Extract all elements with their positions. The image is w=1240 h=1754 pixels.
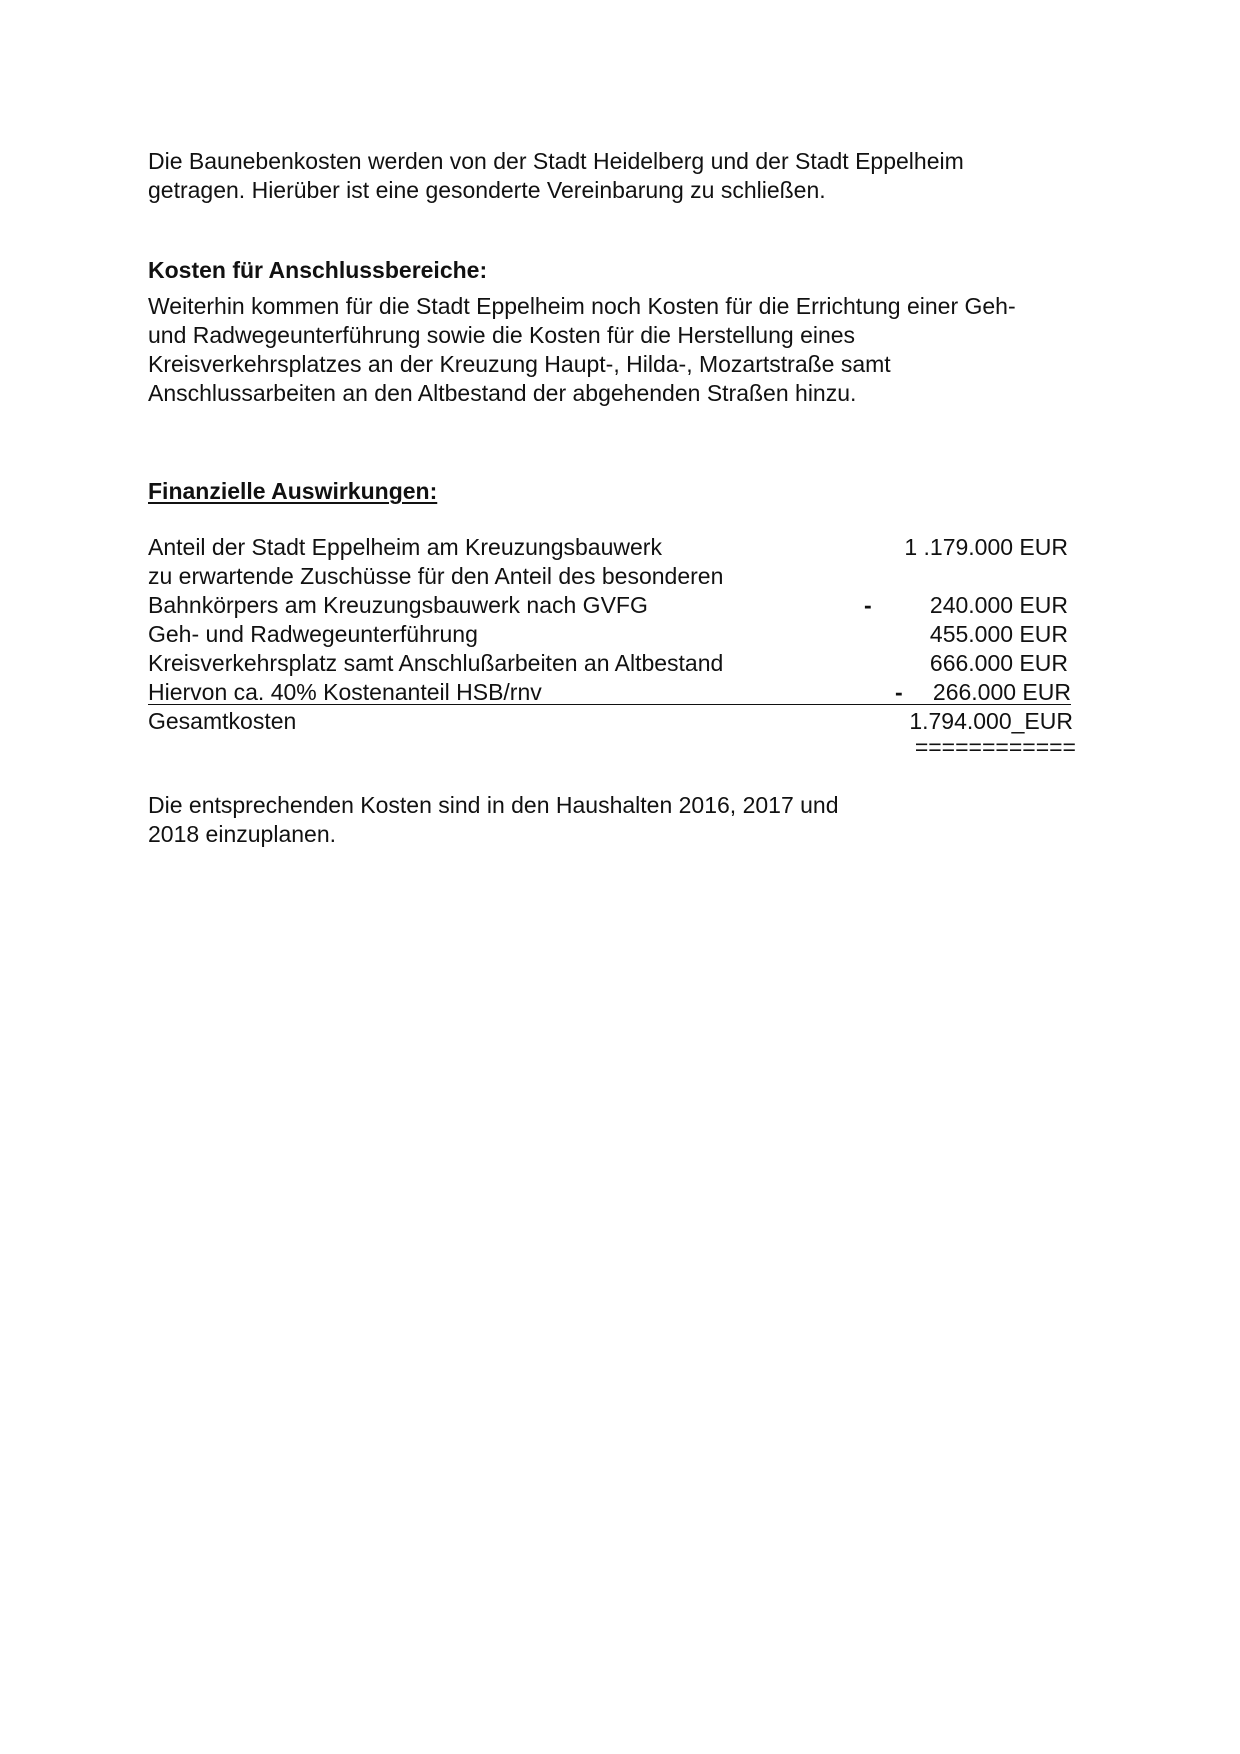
finance-row-label: Geh- und Radwegeunterführung: [148, 621, 478, 647]
double-underline: ============: [914, 734, 1076, 760]
finance-row-label: Hiervon ca. 40% Kostenanteil HSB/rnv: [148, 679, 542, 705]
finance-row-label: Kreisverkehrsplatz samt Anschlußarbeiten an Altbestand: [148, 650, 724, 676]
haushalt-line-1: Die entsprechenden Kosten sind in den Haushalten 2016, 2017 und: [148, 792, 839, 818]
intro-line-2: getragen. Hierüber ist eine gesonderte Vereinbarung zu schließen.: [148, 177, 826, 203]
total-label: Gesamtkosten: [148, 708, 297, 734]
total-row: [148, 707, 1073, 736]
finance-row: [148, 678, 1071, 707]
sum-rule: [148, 704, 1071, 705]
haushalt-paragraph: [148, 791, 1108, 849]
anschluss-heading: Kosten für Anschlussbereiche:: [148, 257, 488, 283]
finance-row: [148, 591, 1068, 620]
finance-row: [148, 620, 1068, 649]
intro-line-1: Die Baunebenkosten werden von der Stadt Heidelberg und der Stadt Eppelheim: [148, 148, 964, 174]
intro-paragraph: [148, 147, 1108, 205]
finance-row-amount: 455.000 EUR: [929, 621, 1068, 647]
finanzen-heading: Finanzielle Auswirkungen:: [148, 478, 438, 504]
finance-row-label: Anteil der Stadt Eppelheim am Kreuzungsbauwerk: [148, 534, 662, 560]
finance-row: [148, 562, 1068, 591]
anschluss-line-3: Kreisverkehrsplatzes an der Kreuzung Haupt-, Hilda-, Mozartstraße samt: [148, 351, 891, 377]
finance-row-amount: 666.000 EUR: [929, 650, 1068, 676]
finance-row-amount: 1 .179.000 EUR: [904, 534, 1068, 560]
anschluss-line-1: Weiterhin kommen für die Stadt Eppelheim noch Kosten für die Errichtung einer Geh-: [148, 293, 1016, 319]
anschluss-paragraph: [148, 292, 1108, 408]
haushalt-line-2: 2018 einzuplanen.: [148, 821, 336, 847]
finance-row-label: Bahnkörpers am Kreuzungsbauwerk nach GVFG: [148, 592, 648, 618]
anschluss-line-4: Anschlussarbeiten an den Altbestand der abgehenden Straßen hinzu.: [148, 380, 857, 406]
finance-row: [148, 649, 1068, 678]
anschluss-line-2: und Radwegeunterführung sowie die Kosten für die Herstellung eines: [148, 322, 856, 348]
finance-row-amount: 266.000 EUR: [932, 679, 1071, 705]
total-amount: 1.794.000_EUR: [909, 708, 1073, 734]
finance-row-minus-sign: -: [864, 592, 872, 618]
finance-row: [148, 533, 1068, 562]
finance-row-amount: 240.000 EUR: [929, 592, 1068, 618]
finance-row-minus-sign: -: [895, 679, 903, 705]
finance-row-label: zu erwartende Zuschüsse für den Anteil des besonderen: [148, 563, 724, 589]
